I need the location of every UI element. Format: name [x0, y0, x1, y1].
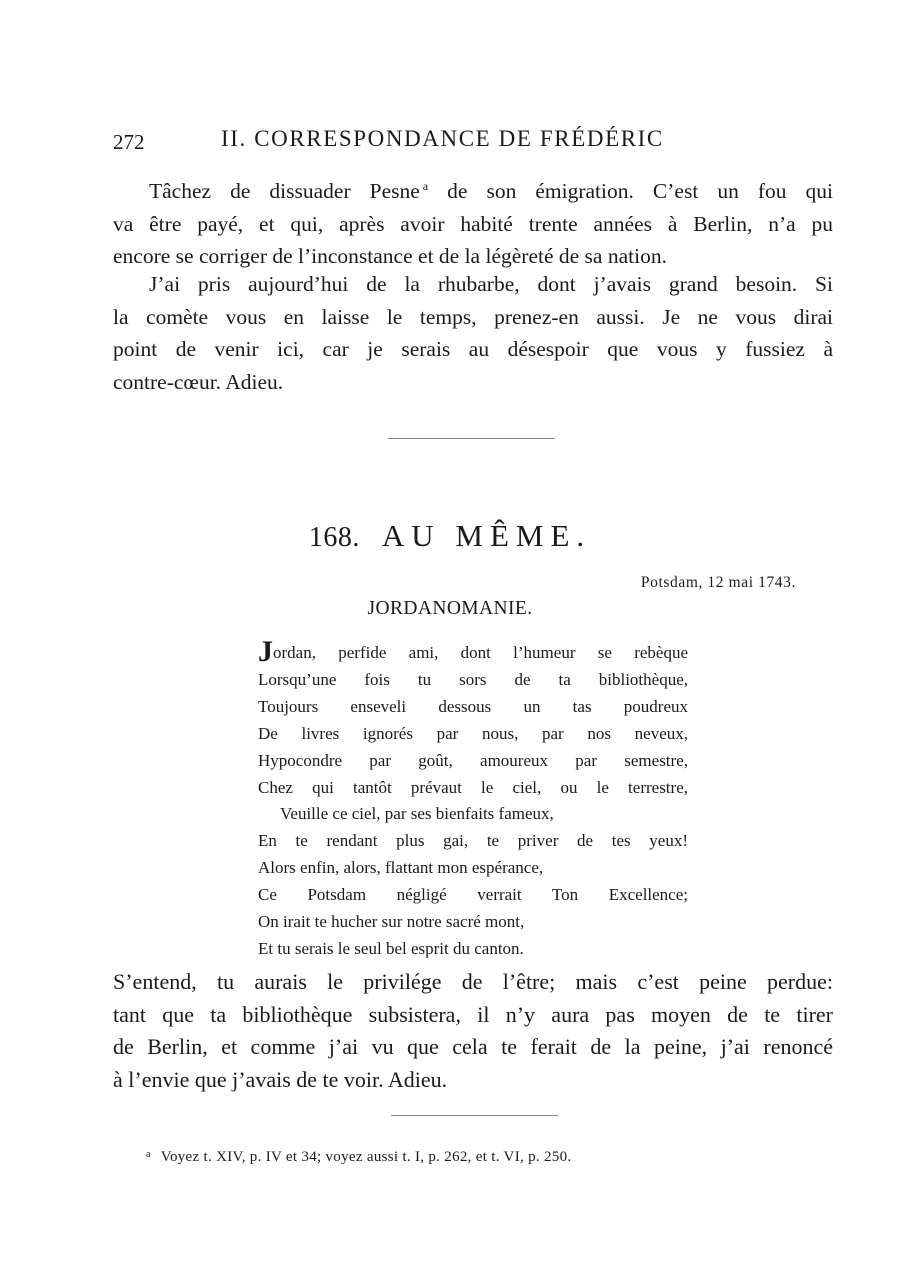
poem-title: JORDANOMANIE.	[367, 598, 533, 619]
text-line: va être payé, et qui, après avoir habité trente années à Berlin, n’a pu	[113, 211, 833, 236]
poem-verse: Alors enfin, alors, flattant mon espérance,	[258, 858, 544, 878]
drop-cap: J	[258, 635, 273, 668]
text-line: contre-cœur. Adieu.	[113, 369, 284, 394]
poem-verse: Hypocondre par goût, amoureux par semestre,	[258, 750, 688, 770]
paragraph-pesne	[113, 170, 833, 273]
footnote	[146, 1149, 571, 1166]
poem-verse: Veuille ce ciel, par ses bienfaits fameux,	[280, 804, 554, 824]
poem	[258, 635, 688, 963]
text-line: J’ai pris aujourd’hui de la rhubarbe, dont j’avais grand besoin. Si	[149, 272, 833, 296]
text-line: S’entend, tu aurais le privilége de l’être; mais c’est peine perdue:	[113, 969, 833, 994]
poem-verse: Ce Potsdam négligé verrait Ton Excellence;	[258, 885, 688, 905]
poem-verse: Jordan, perfide ami, dont l’humeur se rebèque	[258, 635, 688, 668]
poem-verse: Chez qui tantôt prévaut le ciel, ou le terrestre,	[258, 777, 688, 797]
footnote-text: Voyez t. XIV, p. IV et 34; voyez aussi t. I, p. 262, et t. VI, p. 250.	[160, 1149, 572, 1165]
text-line: tant que ta bibliothèque subsistera, il n’y aura pas moyen de te tirer	[113, 1001, 833, 1027]
footnote-divider	[391, 1115, 558, 1116]
letter-heading	[0, 518, 900, 554]
poem-verse: On irait te hucher sur notre sacré mont,	[258, 912, 525, 932]
footnote-mark: a	[146, 1149, 151, 1160]
letter-recipient: AU MÊME.	[381, 518, 592, 553]
text-line: la comète vous en laisse le temps, prenez-en aussi. Je ne vous dirai	[113, 304, 833, 329]
section-divider	[388, 438, 555, 439]
paragraph-rhubarbe	[113, 268, 833, 398]
poem-verse: En te rendant plus gai, te priver de tes yeux!	[258, 831, 688, 851]
poem-verse: De livres ignorés par nous, par nos neveux,	[258, 723, 688, 743]
dateline: Potsdam, 12 mai 1743.	[640, 574, 796, 591]
footnote-reference[interactable]: a	[422, 179, 429, 193]
text-line: Tâchez de dissuader Pesne $^a$ de son émigration. C’est un fou qui	[149, 179, 833, 203]
text-line: point de venir ici, car je serais au désespoir que vous y fussiez à	[113, 337, 833, 361]
running-head-title: II. CORRESPONDANCE DE FRÉDÉRIC	[221, 126, 664, 151]
poem-verse: Lorsqu’une fois tu sors de ta bibliothèque,	[258, 669, 688, 689]
poem-verse: Toujours enseveli dessous un tas poudreux	[258, 696, 688, 716]
text-line: encore se corriger de l’inconstance et de la légèreté de sa nation.	[113, 244, 667, 268]
page-number: 272	[113, 130, 145, 154]
text-line: de Berlin, et comme j’ai vu que cela te ferait de la peine, j’ai renoncé	[113, 1034, 833, 1060]
text-line: à l’envie que j’avais de te voir. Adieu.	[113, 1067, 448, 1093]
letter-number: 168.	[308, 522, 360, 553]
poem-verse: Et tu serais le seul bel esprit du canton.	[258, 938, 524, 958]
paragraph-bibliotheque	[113, 966, 833, 1097]
